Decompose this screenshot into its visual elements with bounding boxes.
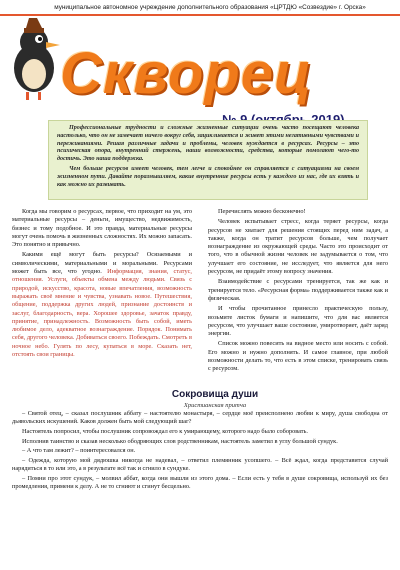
left-column — [12, 208, 192, 361]
story-paragraph: – А что там лежит? – поинтересовался он. — [22, 447, 136, 455]
story-paragraph: – Одежда, которую мой дядюшка никогда не надевал, – ответил племянник усопшего. – Всё ждал, когда представится случай нарядиться в то или это, а в результате всё так и сгнило в сундуке. — [12, 456, 388, 473]
article-paragraph: Человек испытывает стресс, когда теряет ресурсы, когда ресурсов не хватает для решения стоящих перед ним задач, а также, когда он тратит ресурсов больше, чем получает вознаграждение из окружающей среды. Часто это происходит от того, что в обычной жизни человек не задумывается о том, что улучшает его состояние, не исследует, что является для него ресурсом, не придаёт этому вопросу значения. — [208, 218, 388, 276]
article-paragraph: И чтобы прочитанное принесло практическую пользу, возьмите листок бумаги и напишите, что для вас является ресурсом, что улучшает ваше состояние, умиротворяет, даёт заряд энергии. — [208, 305, 388, 338]
article-paragraph: Список можно повесить на видное место или носить с собой. Его можно и нужно дополнять. И самое главное, при любой возможности делать то, что есть в этом списке, тренировать связь с ресурсом. — [208, 340, 388, 373]
section-subtitle: Христианская притча — [183, 402, 247, 409]
organization-line: муниципальное автономное учреждение дополнительного образования «ЦРТДЮ «Созвездие» г. Орска» — [54, 4, 366, 11]
starling-mascot-icon — [4, 18, 66, 102]
story-paragraph: – Святой отец, – сказал послушник аббату – настоятелю монастыря, – сердце моё преисполнено любви к миру, душа свободна от дьявольских искушений. Каков должен быть мой следующий шаг? — [12, 410, 388, 426]
article-paragraph: Взаимодействие с ресурсами тренируется, так же как и тренируется тело. «Ресурсная форма» поддерживается также как и физическая. — [208, 278, 388, 302]
masthead — [0, 16, 400, 128]
right-column — [208, 208, 388, 376]
parable-text — [12, 410, 388, 493]
story-paragraph: Исполнив таинство и сказав несколько ободряющих слов родственникам, настоятель заметил в углу большой сундук. — [22, 437, 338, 445]
intro-paragraph: Профессиональные трудности и сложные жизненные ситуации очень часто посещают человека настолько, что он не замечает ничего вокруг себя, зацикливается и живет этими негативными чувствами и переживаниями. Решая различные задачи и проблемы, человек нуждается в ресурсах. Ресурсы – это психическая опора, внутренний стержень, наши возможности, средства, которые помогают чего-то достичь. Это наша поддержка. — [57, 125, 359, 163]
newsletter-title: Скворец — [60, 41, 313, 106]
article-paragraph: Когда мы говорим о ресурсах, первое, что приходит на ум, это материальные ресурсы – деньги, имущество, недвижимость, бизнес и тому подобное. И это правда, материальные ресурсы могут очень помочь в жизненных сложностях. Их можно запасать. Это понятно и привычно. — [12, 208, 192, 249]
resource-list-highlight: Информация, знания, статус, отношения. Услуги, объекты обмена между людьми. Связь с природой, искусство, красота, новые впечатления, возможность выражать своё мнение и чувства, узнавать новое. Путешествия, общение, поддержка других людей, признание достоинств и заслуг, благодарность, вера. Хорошее здоровье, зачаток правду, принятие, принадлежность. Возможность быть собой, иметь любимое дело, адекватное вознаграждение. Порядок. Понимать себя, другого человека. Добиваться своего. Побеждать. Смотреть в ночное небо. Гулять по лесу, купаться в море. Сказать нет, отстоять свои границы. — [12, 268, 192, 359]
section-title: Сокровища души — [171, 389, 259, 400]
story-paragraph: – Помни про этот сундук, – молвил аббат, когда они вышли из этого дома. – Если есть у тебя в душе сокровища, используй их без промедления, примени к делу. А не то сгниют и сгинут бесцельно. — [12, 474, 388, 490]
intro-box — [48, 120, 368, 200]
intro-paragraph: Чем больше ресурсов имеет человек, тем легче и спокойнее он справляется с ситуациями на своем жизненном пути. Давайте поразмышляем, какие внутренние ресурсы есть у каждого из нас, где их взять и как можно их развивать. — [57, 165, 359, 188]
article-paragraph — [12, 251, 192, 359]
story-paragraph: Настоятель попросил, чтобы послушник сопровождал его к умирающему, которого надо было соборовать. — [22, 427, 308, 435]
article-paragraph: Перечислять можно бесконечно! — [218, 208, 306, 215]
article-text: Какими ещё могут быть ресурсы? Осязаемыми и символическими, материальными и моральными. Ресурсами может быть все, что угодно. — [12, 251, 192, 276]
